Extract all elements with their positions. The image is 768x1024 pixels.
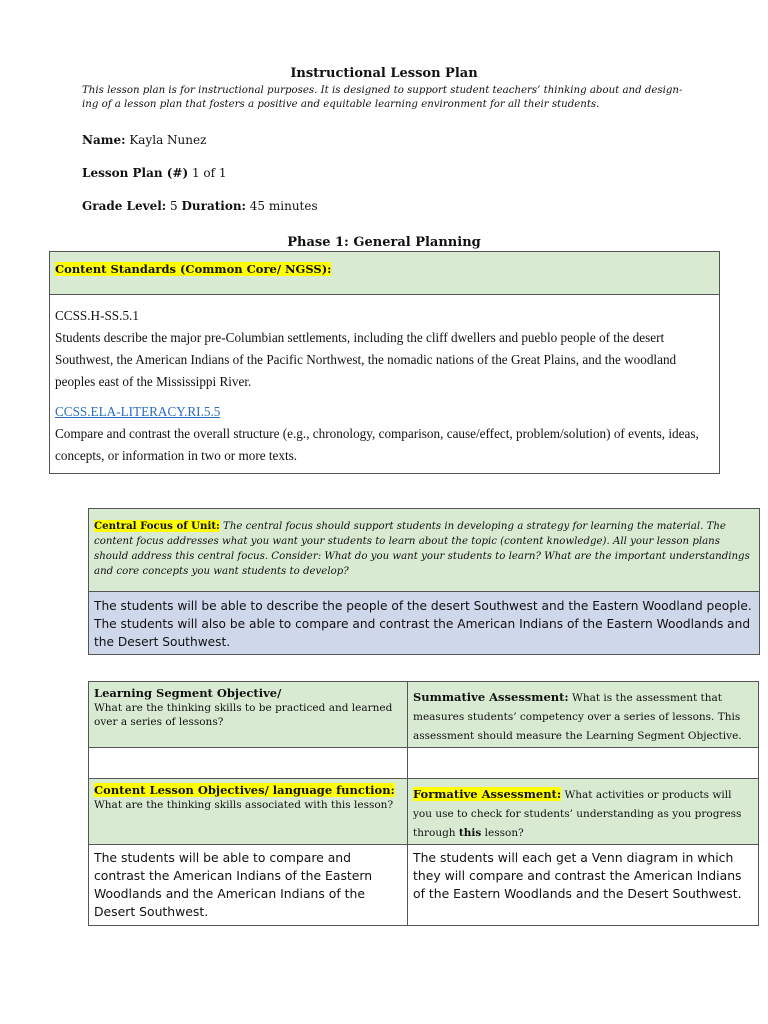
grade-level-label: Grade Level: [82, 199, 167, 213]
duration-value: 45 minutes [245, 199, 318, 213]
content-lesson-objectives-cell[interactable]: The students will be able to compare and contrast the American Indians of the Eastern Woodlands and the American Indians of the Desert Southwest. [89, 845, 408, 926]
central-focus-label: Central Focus of Unit: [94, 520, 220, 532]
central-focus-header [89, 509, 759, 592]
summative-assessment-prompt: What is the assessment that measures students’ competency over a series of lessons. This assessment should measure the Learning Segment Objective. [413, 692, 742, 742]
formative-assessment-prompt-2: lesson? [481, 827, 524, 839]
summative-assessment-title: Summative Assessment: [413, 690, 569, 704]
central-focus-description: The central focus should support students in developing a strategy for learning the material. The content focus addresses what you want your students to learn about the topic (content knowledge). All your lesson plans should address this central focus. Consider: What do you want your students to learn? What are the important understandings and core concepts you want students to develop? [94, 521, 750, 577]
lesson-plan-field [82, 166, 227, 180]
central-focus-body: The students will be able to describe the people of the desert Southwest and the Eastern Woodland people. The students will also be able to compare and contrast the American Indians of the Eastern Woodlands and the Desert Southwest. [89, 592, 759, 654]
learning-segment-objective-title: Learning Segment Objective/ [94, 686, 282, 700]
objectives-assessment-table [88, 681, 759, 926]
duration-label: Duration: [181, 199, 246, 213]
learning-segment-objective-header [89, 682, 408, 748]
summative-assessment-cell[interactable] [408, 748, 759, 779]
content-lesson-objectives-prompt: What are the thinking skills associated with this lesson? [94, 799, 394, 811]
formative-assessment-title: Formative Assessment: [413, 787, 562, 801]
content-lesson-objectives-title: Content Lesson Objectives/ language function: [94, 783, 395, 797]
standard-1-code: CCSS.H-SS.5.1 [55, 308, 139, 323]
lesson-plan-label: Lesson Plan (#) [82, 166, 189, 180]
formative-assessment-prompt-bold: this [458, 827, 482, 839]
formative-assessment-prompt-1: What activities or products will you use to check for students’ understanding as you progress through [413, 789, 742, 839]
formative-assessment-cell[interactable]: The students will each get a Venn diagram in which they will compare and contrast the American Indians of the Eastern Woodlands and the Desert Southwest. [408, 845, 759, 926]
intro-text: This lesson plan is for instructional purposes. It is designed to support student teachers’ thinking about and design-ing of a lesson plan that fosters a positive and equitable learning environment for all their students. [82, 85, 683, 110]
standard-2-link[interactable]: CCSS.ELA-LITERACY.RI.5.5 [55, 404, 221, 419]
content-standards-label: Content Standards (Common Core/ NGSS): [55, 262, 332, 276]
content-standards-body [50, 295, 719, 473]
name-field [82, 133, 206, 147]
phase-title: Phase 1: General Planning [287, 235, 481, 250]
name-value: Kayla Nunez [125, 133, 207, 147]
grade-level-field [82, 199, 318, 213]
learning-segment-objective-cell[interactable] [89, 748, 408, 779]
standard-2-text: Compare and contrast the overall structure (e.g., chronology, comparison, cause/effect, problem/solution) of events, ideas, concepts, or information in two or more texts. [55, 426, 699, 463]
central-focus-box [88, 508, 760, 655]
content-lesson-objectives-header [89, 779, 408, 845]
formative-assessment-header [408, 779, 759, 845]
learning-segment-objective-prompt: What are the thinking skills to be practiced and learned over a series of lessons? [94, 702, 393, 728]
content-standards-header [50, 252, 719, 295]
lesson-plan-value: 1 of 1 [188, 166, 227, 180]
content-standards-box [49, 251, 720, 474]
summative-assessment-header [408, 682, 759, 748]
name-label: Name: [82, 133, 126, 147]
grade-level-value: 5 [166, 199, 182, 213]
standard-1-text: Students describe the major pre-Columbian settlements, including the cliff dwellers and pueblo people of the desert Southwest, the American Indians of the Pacific Northwest, the nomadic nations of the Great Plains, and the woodland peoples east of the Mississippi River. [55, 330, 677, 389]
page-title: Instructional Lesson Plan [290, 66, 478, 81]
